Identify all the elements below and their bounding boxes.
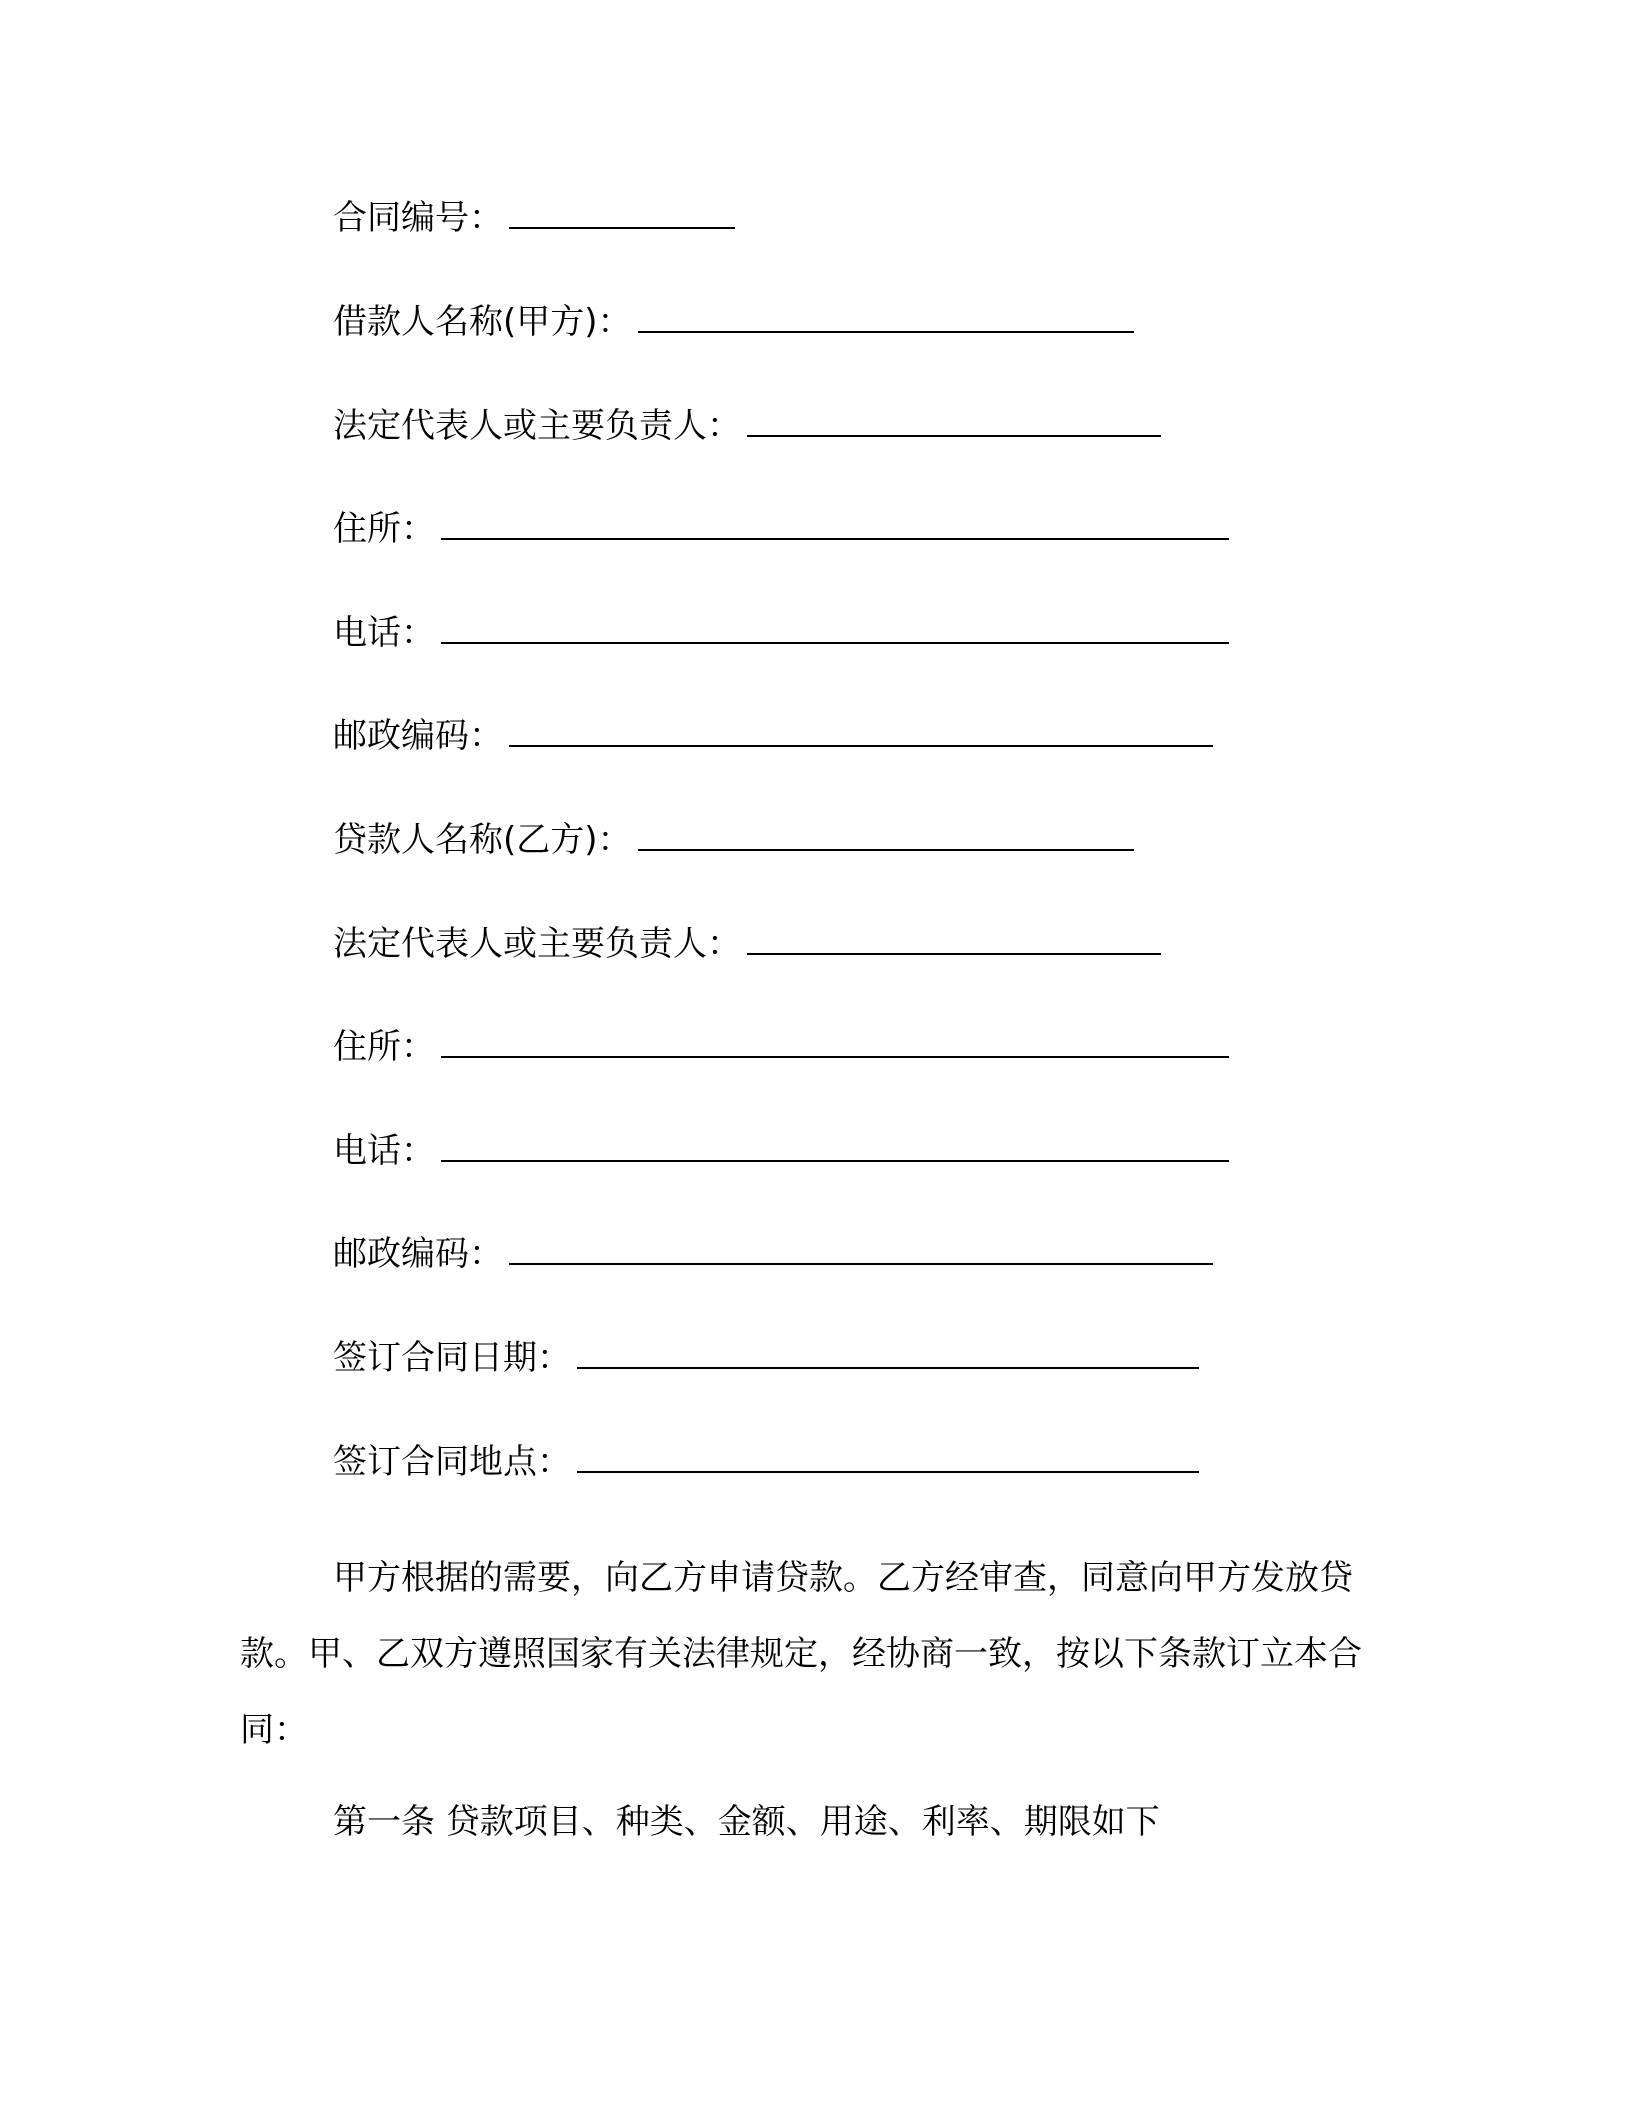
lender-name-label: 贷款人名称(乙方)：	[333, 820, 632, 860]
signing-date-blank[interactable]	[577, 1337, 1199, 1369]
signing-place-blank[interactable]	[577, 1441, 1199, 1473]
lender-postcode-label: 邮政编码：	[333, 1234, 503, 1274]
intro-paragraph: 甲方根据的需要，向乙方申请贷款。乙方经审查，同意向甲方发放贷款。甲、乙双方遵照国家有关法律规定，经协商一致，按以下条款订立本合同：	[240, 1558, 1362, 1750]
contract-number-label: 合同编号：	[333, 198, 503, 238]
lender-address-field	[333, 1025, 1229, 1069]
borrower-name-label: 借款人名称(甲方)：	[333, 302, 632, 342]
borrower-address-blank[interactable]	[441, 508, 1229, 540]
borrower-name-field	[333, 300, 1134, 344]
contract-number-field	[333, 196, 735, 240]
lender-address-blank[interactable]	[441, 1026, 1229, 1058]
contract-number-blank[interactable]	[509, 197, 735, 229]
lender-address-label: 住所：	[333, 1027, 435, 1067]
lender-postcode-blank[interactable]	[509, 1233, 1213, 1265]
borrower-representative-field	[333, 404, 1161, 448]
lender-postcode-field	[333, 1232, 1213, 1276]
borrower-address-label: 住所：	[333, 509, 435, 549]
lender-name-field	[333, 818, 1134, 862]
borrower-postcode-field	[333, 714, 1213, 758]
borrower-representative-blank[interactable]	[747, 405, 1161, 437]
signing-place-label: 签订合同地点：	[333, 1442, 571, 1482]
borrower-representative-label: 法定代表人或主要负责人：	[333, 406, 741, 446]
lender-representative-label: 法定代表人或主要负责人：	[333, 924, 741, 964]
borrower-name-blank[interactable]	[638, 301, 1134, 333]
lender-name-blank[interactable]	[638, 819, 1134, 851]
borrower-postcode-blank[interactable]	[509, 715, 1213, 747]
signing-place-field	[333, 1440, 1199, 1484]
borrower-phone-blank[interactable]	[441, 612, 1229, 644]
lender-representative-blank[interactable]	[747, 923, 1161, 955]
signing-date-label: 签订合同日期：	[333, 1338, 571, 1378]
lender-representative-field	[333, 922, 1161, 966]
signing-date-field	[333, 1336, 1199, 1380]
borrower-phone-field	[333, 611, 1229, 655]
borrower-postcode-label: 邮政编码：	[333, 716, 503, 756]
article-1-heading: 第一条 贷款项目、种类、金额、用途、利率、期限如下	[333, 1802, 1160, 1842]
borrower-phone-label: 电话：	[333, 613, 435, 653]
lender-phone-label: 电话：	[333, 1131, 435, 1171]
borrower-address-field	[333, 507, 1229, 551]
lender-phone-blank[interactable]	[441, 1130, 1229, 1162]
lender-phone-field	[333, 1129, 1229, 1173]
